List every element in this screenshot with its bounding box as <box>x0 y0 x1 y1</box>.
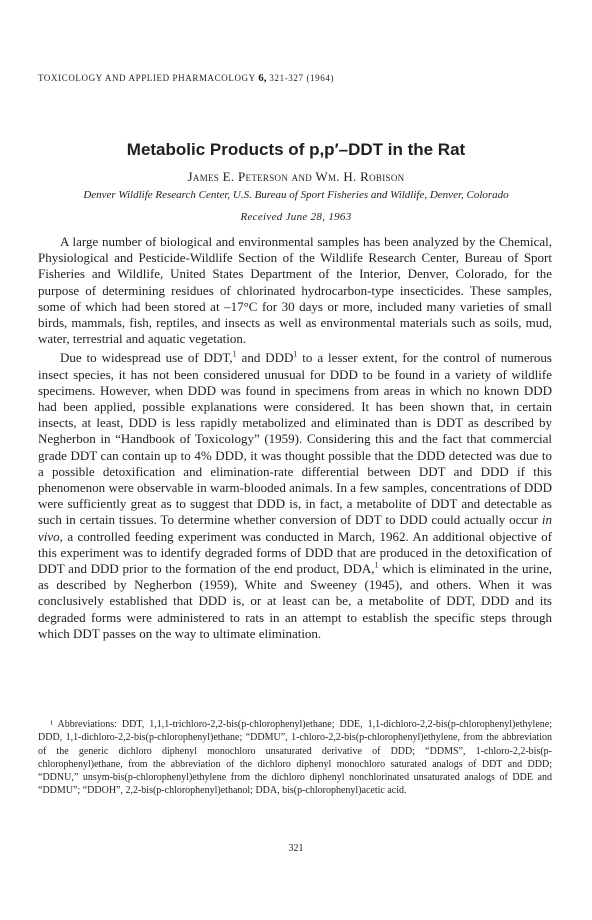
article-title: Metabolic Products of p,p′–DDT in the Rat <box>126 140 466 159</box>
received-date: Received June 28, 1963 <box>240 211 352 223</box>
paragraph-2 <box>38 350 552 642</box>
paragraph-2-text-3: to a lesser extent, for the control of numerous insect species, it has not been considered unusual for DDD to be found in a variety of wildlife specimens. However, when DDD was found in specimens from areas in which no known DDD had been applied, possible explanations were considered. It has been shown that, in certain insects, at least, DDD is less rapidly metabolized and eliminated than is DDT as described by Negherbon in “Handbook of Toxicology” (1959). Considering this and the fact that commercial grade DDT can contain up to 4% DDD, it was thought possible that the DDD detected was due to a possible detoxification and elimination-rate differential between DDT and DDD if this phenomenon were observable in warm-blooded animals. In a few samples, concentrations of DDD were sufficiently great as to suggest that DDD is, in fact, a metabolite of DDT and detectable as such in certain tissues. To determine whether conversion of DDT to DDD could actually occur <box>38 350 552 528</box>
authors: James E. Peterson and Wm. H. Robison <box>187 169 405 184</box>
journal-pages-year: 321-327 (1964) <box>269 73 335 83</box>
journal-header <box>38 72 558 84</box>
paragraph-2-text-5: which is eliminated in the urine, as described by Negherbon (1959), White and Sweeney (1945), and others. When it was conclusively established that DDD is, or at least can be, a metabolite of DDT, DDD and its degraded forms were administered to rats in an attempt to establish the specific steps through which DDT passes on the way to ultimate elimination. <box>38 561 552 641</box>
paragraph-2-text-1: Due to widespread use of DDT, <box>60 350 233 366</box>
footnote-marker: 1 <box>293 350 298 360</box>
affiliation: Denver Wildlife Research Center, U.S. Bureau of Sport Fisheries and Wildlife, Denver, Colorado <box>83 189 509 201</box>
journal-name: TOXICOLOGY AND APPLIED PHARMACOLOGY <box>38 73 256 83</box>
paragraph-2-text-2: and DDD <box>236 350 294 366</box>
footnote <box>38 718 552 798</box>
footnote-text: ¹ Abbreviations: DDT, 1,1,1-trichloro-2,2-bis(p-chlorophenyl)ethane; DDE, 1,1-dichloro-2,2-bis(p-chlorophenyl)ethylene; DDD, 1,1-dichloro-2,2-bis(p-chlorophenyl)ethane; “DDMU”, 1-chloro-2,2-bis(p-chlorophenyl)ethylene, from the abbreviation of the generic dichloro diphenyl monochloro unsaturated derivative of DDD; “DDMS”, 1-chloro-2,2-bis(p-chlorophenyl)ethane, from the abbreviation of the dichloro diphenyl monochloro saturated analogs of DDT and DDD; “DDNU,” unsym-bis(p-chlorophenyl)ethylene from the dichloro diphenyl nonchlorinated unsaturated analogs of DDE and “DDMU”; “DDOH”, 2,2-bis(p-chlorophenyl)ethanol; DDA, bis(p-chlorophenyl)acetic acid. <box>38 719 552 797</box>
page-number: 321 <box>288 843 304 854</box>
footnote-marker: 1 <box>374 560 379 570</box>
paragraph-2-text-4: , a controlled feeding experiment was conducted in March, 1962. An additional objective of this experiment was to identify degraded forms of DDD that are produced in the detoxification of DDT and DDD prior to the formation of the end product, DDA, <box>38 528 552 577</box>
paragraph-1: A large number of biological and environmental samples has been analyzed by the Chemical, Physiological and Pesticide-Wildlife Section of the Wildlife Research Center, Bureau of Sport Fisheries and Wildlife, United States Department of the Interior, Denver, Colorado, for the purpose of determining residues of chlorinated hydrocarbon-type insecticides. These samples, some of which had been stored at –17°C for 30 days or more, included many varieties of small birds, mammals, fish, reptiles, and insects as well as environmental materials such as soils, mud, water, terrestrial and aquatic vegetation. <box>38 234 552 347</box>
italic-term: in vivo <box>38 512 552 544</box>
journal-volume: 6, <box>258 72 267 84</box>
article-body <box>38 234 552 642</box>
footnote-marker: 1 <box>232 350 237 360</box>
